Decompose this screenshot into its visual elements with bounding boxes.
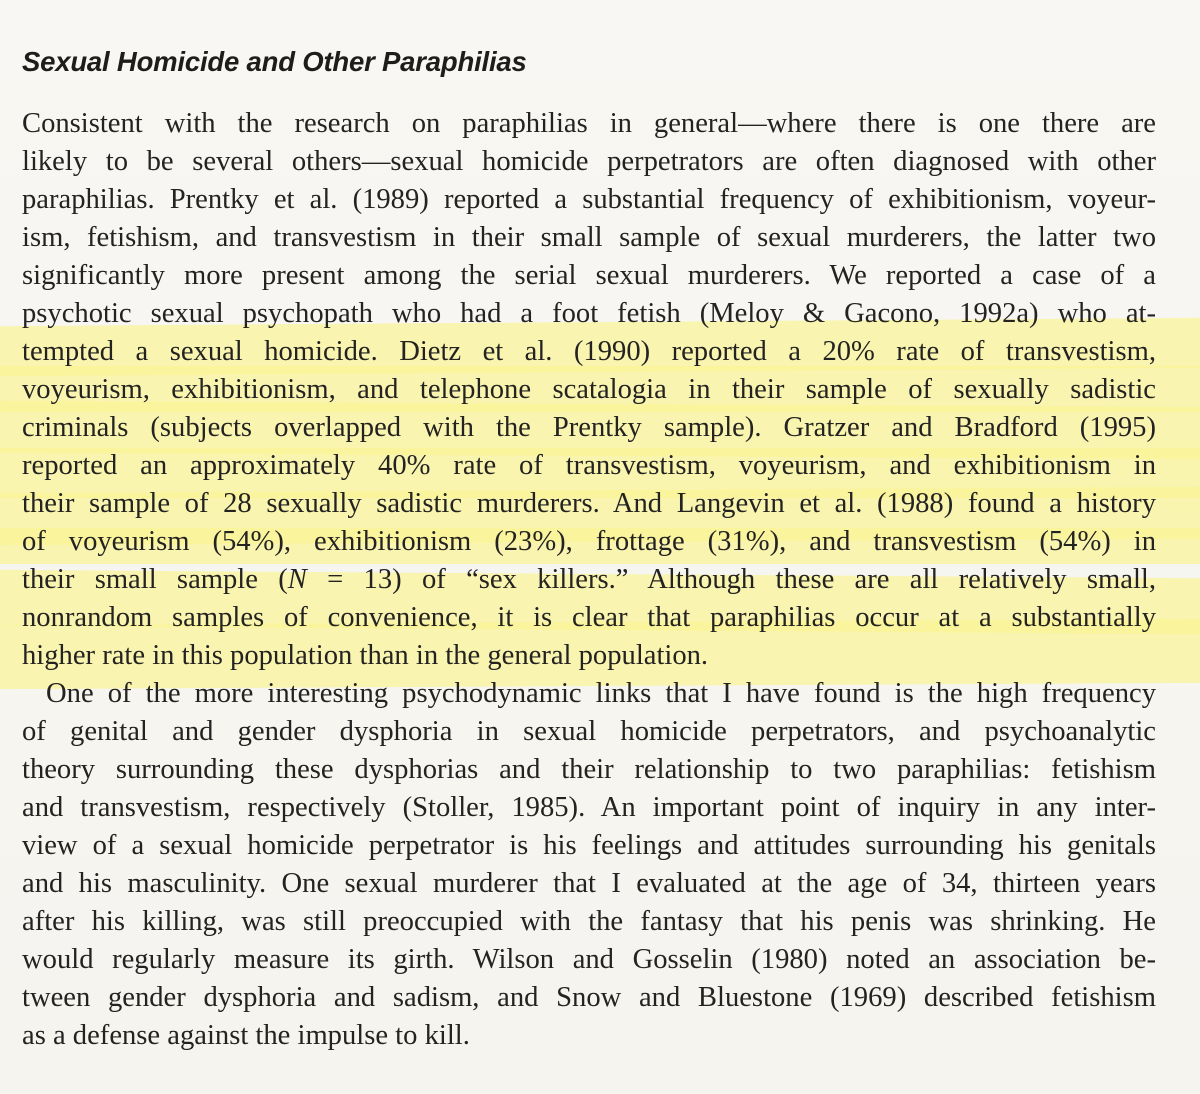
- text-line: significantly more present among the serial sexual murderers. We reported a case of a: [22, 260, 1156, 291]
- text-line: tween gender dysphoria and sadism, and Snow and Bluestone (1969) described fetishism: [22, 982, 1156, 1013]
- text-line: their sample of 28 sexually sadistic murderers. And Langevin et al. (1988) found a history: [22, 488, 1156, 519]
- text-line: view of a sexual homicide perpetrator is his feelings and attitudes surrounding his genitals: [22, 830, 1156, 861]
- text-line: voyeurism, exhibitionism, and telephone scatalogia in their sample of sexually sadistic: [22, 374, 1156, 405]
- section-title: Sexual Homicide and Other Paraphilias: [22, 46, 527, 77]
- text-line: and transvestism, respectively (Stoller, 1985). An important point of inquiry in any inter-: [22, 792, 1156, 823]
- text-line: psychotic sexual psychopath who had a foot fetish (Meloy & Gacono, 1992a) who at-: [22, 298, 1156, 329]
- text-line: ism, fetishism, and transvestism in their small sample of sexual murderers, the latter two: [22, 222, 1156, 253]
- text-line: tempted a sexual homicide. Dietz et al. (1990) reported a 20% rate of transvestism,: [22, 336, 1156, 367]
- text-line: criminals (subjects overlapped with the Prentky sample). Gratzer and Bradford (1995): [22, 412, 1156, 443]
- text-line: theory surrounding these dysphorias and their relationship to two paraphilias: fetishism: [22, 754, 1156, 785]
- text-line: their small sample (N = 13) of “sex killers.” Although these are all relatively small,: [22, 564, 1156, 595]
- text-line: nonrandom samples of convenience, it is clear that paraphilias occur at a substantially: [22, 602, 1156, 633]
- text-line: reported an approximately 40% rate of transvestism, voyeurism, and exhibitionism in: [22, 450, 1156, 481]
- text-line: as a defense against the impulse to kill.: [22, 1020, 470, 1051]
- text-line: and his masculinity. One sexual murderer that I evaluated at the age of 34, thirteen years: [22, 868, 1156, 899]
- text-line: paraphilias. Prentky et al. (1989) reported a substantial frequency of exhibitionism, voyeur-: [22, 184, 1156, 215]
- text-line: One of the more interesting psychodynamic links that I have found is the high frequency: [46, 678, 1156, 709]
- text-line: higher rate in this population than in the general population.: [22, 640, 709, 671]
- text-line: Consistent with the research on paraphilias in general—where there is one there are: [22, 108, 1156, 139]
- text-line: likely to be several others—sexual homicide perpetrators are often diagnosed with other: [22, 146, 1156, 177]
- text-line: would regularly measure its girth. Wilson and Gosselin (1980) noted an association be-: [22, 944, 1156, 975]
- text-line: of genital and gender dysphoria in sexual homicide perpetrators, and psychoanalytic: [22, 716, 1156, 747]
- text-line: after his killing, was still preoccupied with the fantasy that his penis was shrinking. He: [22, 906, 1156, 937]
- text-line: of voyeurism (54%), exhibitionism (23%), frottage (31%), and transvestism (54%) in: [22, 526, 1156, 557]
